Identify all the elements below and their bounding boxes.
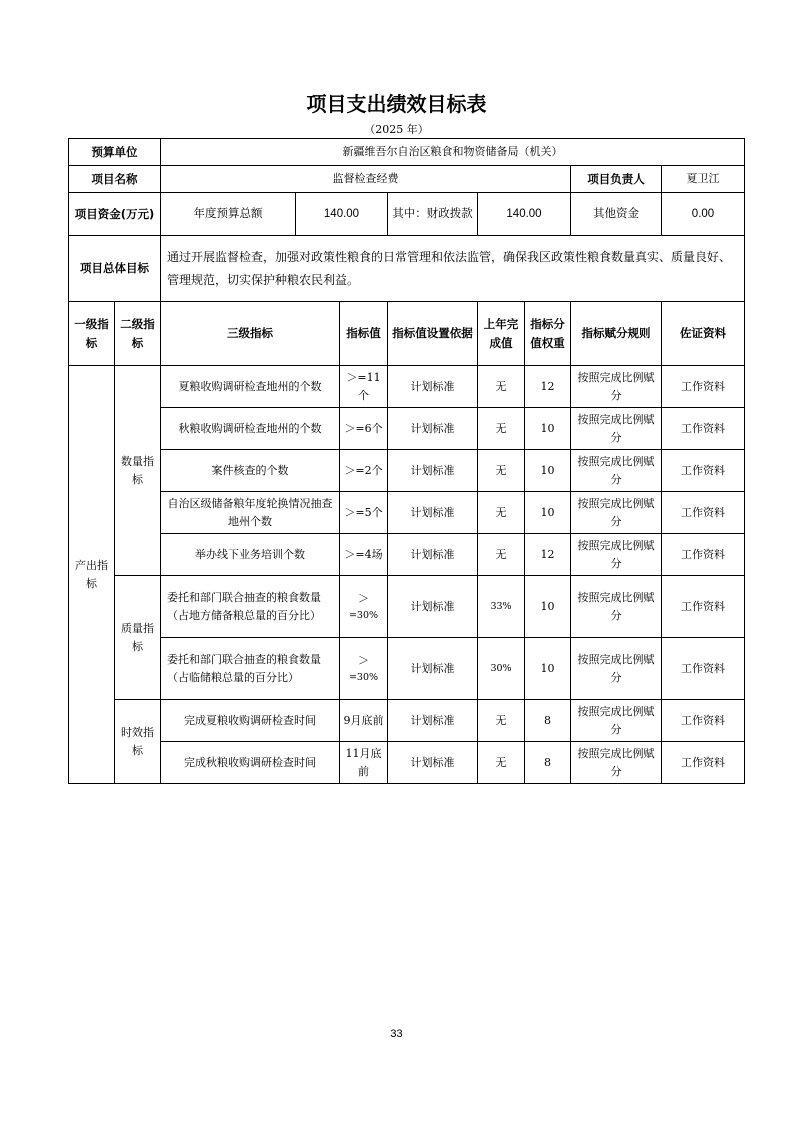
indicator-basis: 计划标准 bbox=[388, 534, 478, 576]
weight-value: 10 bbox=[525, 408, 571, 450]
last-year-value: 无 bbox=[478, 492, 525, 534]
last-year-value: 33% bbox=[478, 576, 525, 638]
fiscal-allocation-label: 其中：财政拨款 bbox=[388, 193, 478, 236]
evidence: 工作资料 bbox=[662, 742, 745, 784]
row-project-name bbox=[69, 166, 745, 193]
weight-value: 10 bbox=[525, 576, 571, 638]
col-level2: 二级指标 bbox=[115, 302, 161, 366]
evidence: 工作资料 bbox=[662, 450, 745, 492]
indicator-basis: 计划标准 bbox=[388, 576, 478, 638]
col-value: 指标值 bbox=[340, 302, 388, 366]
indicator-basis: 计划标准 bbox=[388, 366, 478, 408]
col-weight: 指标分值权重 bbox=[525, 302, 571, 366]
indicator-value: ＞=11个 bbox=[340, 366, 388, 408]
scoring-rule: 按照完成比例赋分 bbox=[571, 638, 662, 700]
col-last-year: 上年完成值 bbox=[478, 302, 525, 366]
project-name-label: 项目名称 bbox=[69, 166, 161, 193]
scoring-rule: 按照完成比例赋分 bbox=[571, 576, 662, 638]
col-rule: 指标赋分规则 bbox=[571, 302, 662, 366]
budget-unit-label: 预算单位 bbox=[69, 139, 161, 166]
performance-table bbox=[68, 138, 745, 784]
weight-value: 8 bbox=[525, 742, 571, 784]
table-row bbox=[69, 408, 745, 450]
weight-value: 8 bbox=[525, 700, 571, 742]
evidence: 工作资料 bbox=[662, 638, 745, 700]
indicator: 完成秋粮收购调研检查时间 bbox=[161, 742, 340, 784]
indicator-value: ＞=6个 bbox=[340, 408, 388, 450]
col-evidence: 佐证资料 bbox=[662, 302, 745, 366]
annual-budget-value: 140.00 bbox=[296, 193, 388, 236]
indicator-basis: 计划标准 bbox=[388, 742, 478, 784]
budget-unit-value: 新疆维吾尔自治区粮食和物资储备局（机关） bbox=[161, 139, 745, 166]
level2-quantity: 数量指标 bbox=[115, 366, 161, 576]
overall-goal-label: 项目总体目标 bbox=[69, 236, 161, 302]
weight-value: 12 bbox=[525, 534, 571, 576]
indicator-basis: 计划标准 bbox=[388, 638, 478, 700]
last-year-value: 无 bbox=[478, 450, 525, 492]
scoring-rule: 按照完成比例赋分 bbox=[571, 700, 662, 742]
weight-value: 10 bbox=[525, 638, 571, 700]
scoring-rule: 按照完成比例赋分 bbox=[571, 408, 662, 450]
scoring-rule: 按照完成比例赋分 bbox=[571, 450, 662, 492]
project-name-value: 监督检查经费 bbox=[161, 166, 571, 193]
scoring-rule: 按照完成比例赋分 bbox=[571, 366, 662, 408]
last-year-value: 无 bbox=[478, 700, 525, 742]
indicator-value: ＞=5个 bbox=[340, 492, 388, 534]
indicator-value: ＞=2个 bbox=[340, 450, 388, 492]
indicator-value bbox=[340, 638, 388, 700]
fiscal-allocation-value: 140.00 bbox=[478, 193, 571, 236]
indicator-value: 9月底前 bbox=[340, 700, 388, 742]
table-row bbox=[69, 576, 745, 638]
level2-quality: 质量指标 bbox=[115, 576, 161, 700]
row-project-fund bbox=[69, 193, 745, 236]
scoring-rule: 按照完成比例赋分 bbox=[571, 492, 662, 534]
weight-value: 12 bbox=[525, 366, 571, 408]
indicator: 委托和部门联合抽查的粮食数量（占地方储备粮总量的百分比） bbox=[161, 576, 340, 638]
indicator: 秋粮收购调研检查地州的个数 bbox=[161, 408, 340, 450]
evidence: 工作资料 bbox=[662, 366, 745, 408]
year-subtitle: （2025 年） bbox=[364, 123, 429, 136]
row-column-headers bbox=[69, 302, 745, 366]
col-level1: 一级指标 bbox=[69, 302, 115, 366]
last-year-value: 无 bbox=[478, 742, 525, 784]
indicator-basis: 计划标准 bbox=[388, 492, 478, 534]
indicator: 夏粮收购调研检查地州的个数 bbox=[161, 366, 340, 408]
table-row bbox=[69, 450, 745, 492]
value-symbol: ＞ bbox=[358, 592, 369, 606]
value-number: =30% bbox=[348, 609, 379, 621]
indicator-basis: 计划标准 bbox=[388, 450, 478, 492]
indicator-value bbox=[340, 576, 388, 638]
table-row bbox=[69, 366, 745, 408]
indicator: 举办线下业务培训个数 bbox=[161, 534, 340, 576]
other-funds-value: 0.00 bbox=[662, 193, 745, 236]
indicator: 完成夏粮收购调研检查时间 bbox=[161, 700, 340, 742]
indicator-value: ＞=4场 bbox=[340, 534, 388, 576]
annual-budget-label: 年度预算总额 bbox=[161, 193, 296, 236]
project-fund-label: 项目资金(万元) bbox=[69, 193, 161, 236]
indicator: 委托和部门联合抽查的粮食数量（占临储粮总量的百分比） bbox=[161, 638, 340, 700]
other-funds-label: 其他资金 bbox=[571, 193, 662, 236]
overall-goal-value: 通过开展监督检查，加强对政策性粮食的日常管理和依法监管，确保我区政策性粮食数量真实、质量良好、管理规范，切实保护种粮农民利益。 bbox=[161, 236, 745, 302]
indicator-basis: 计划标准 bbox=[388, 700, 478, 742]
evidence: 工作资料 bbox=[662, 534, 745, 576]
evidence: 工作资料 bbox=[662, 700, 745, 742]
scoring-rule: 按照完成比例赋分 bbox=[571, 534, 662, 576]
evidence: 工作资料 bbox=[662, 576, 745, 638]
indicator-basis: 计划标准 bbox=[388, 408, 478, 450]
table-row bbox=[69, 700, 745, 742]
project-manager-value: 夏卫江 bbox=[662, 166, 745, 193]
table-row bbox=[69, 534, 745, 576]
row-budget-unit bbox=[69, 139, 745, 166]
last-year-value: 无 bbox=[478, 408, 525, 450]
col-basis: 指标值设置依据 bbox=[388, 302, 478, 366]
value-number: =30% bbox=[348, 671, 379, 683]
weight-value: 10 bbox=[525, 492, 571, 534]
table-row bbox=[69, 638, 745, 700]
project-manager-label: 项目负责人 bbox=[571, 166, 662, 193]
row-overall-goal bbox=[69, 236, 745, 302]
table-row bbox=[69, 742, 745, 784]
level1-output: 产出指标 bbox=[69, 366, 115, 784]
weight-value: 10 bbox=[525, 450, 571, 492]
indicator: 自治区级储备粮年度轮换情况抽查地州个数 bbox=[161, 492, 340, 534]
evidence: 工作资料 bbox=[662, 408, 745, 450]
page-number: 33 bbox=[390, 1028, 403, 1040]
value-symbol: ＞ bbox=[358, 654, 369, 668]
level2-timeliness: 时效指标 bbox=[115, 700, 161, 784]
last-year-value: 无 bbox=[478, 366, 525, 408]
indicator-value: 11月底前 bbox=[340, 742, 388, 784]
last-year-value: 无 bbox=[478, 534, 525, 576]
page-title: 项目支出绩效目标表 bbox=[306, 92, 487, 116]
table-row bbox=[69, 492, 745, 534]
last-year-value: 30% bbox=[478, 638, 525, 700]
scoring-rule: 按照完成比例赋分 bbox=[571, 742, 662, 784]
col-level3: 三级指标 bbox=[161, 302, 340, 366]
indicator: 案件核查的个数 bbox=[161, 450, 340, 492]
evidence: 工作资料 bbox=[662, 492, 745, 534]
